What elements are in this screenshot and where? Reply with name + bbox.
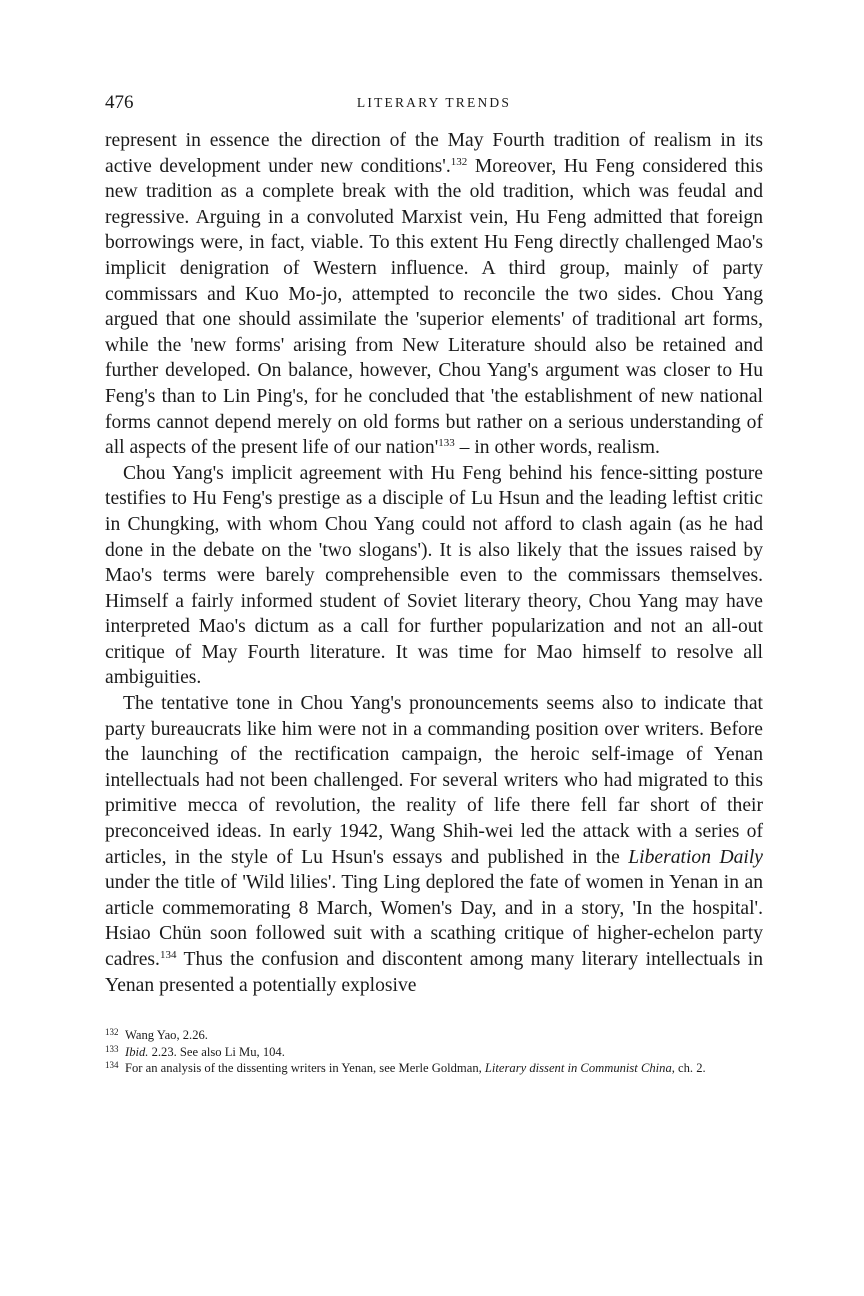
footnote-text: For an analysis of the dissenting writers in Yenan, see Merle Goldman, xyxy=(125,1061,485,1075)
footnote-text: Wang Yao, 2.26. xyxy=(125,1028,208,1042)
footnote-132 xyxy=(105,1027,763,1044)
footnote-text-end: , ch. 2. xyxy=(671,1061,706,1075)
paragraph-3-text-c: Thus the confusion and discontent among many literary intellectuals in Yenan presented a potentially explosive xyxy=(105,949,763,996)
paragraph-1 xyxy=(105,128,763,461)
running-title: LITERARY TRENDS xyxy=(356,95,512,110)
footnote-mark: 132 xyxy=(105,1027,119,1037)
footnote-134 xyxy=(105,1060,763,1077)
paragraph-3-text-b: under the title of 'Wild lilies'. Ting Ling deplored the fate of women in Yenan in an article commemorating 8 March, Women's Day, and in a story, 'In the hospital'. Hsiao Chün soon followed suit with a scathing critique of higher-echelon party cadres. xyxy=(105,872,763,970)
paragraph-1-text-c: – in other words, realism. xyxy=(454,437,660,459)
footnotes xyxy=(105,1027,763,1077)
footnote-ref-132[interactable]: 132 xyxy=(450,155,468,168)
footnote-text: 2.23. See also Li Mu, 104. xyxy=(148,1044,285,1059)
paragraph-2: Chou Yang's implicit agreement with Hu Feng behind his fence-sitting posture testifies to Hu Feng's prestige as a disciple of Lu Hsun and the leading leftist critic in Chungking, with whom Chou Yang could not afford to clash again (as he had done in the debate on the 'two slogans'). It is also likely that the issues raised by Mao's terms were barely comprehensible even to the commissars themselves. Himself a fairly informed student of Soviet literary theory, Chou Yang may have interpreted Mao's dictum as a call for further popularization and not an all-out critique of May Fourth literature. It was time for Mao himself to resolve all ambiguities. xyxy=(105,462,763,689)
footnote-ref-134[interactable]: 134 xyxy=(159,949,177,961)
footnote-italic: Ibid. xyxy=(125,1044,149,1059)
book-title: Literary dissent in Communist China xyxy=(484,1061,672,1075)
running-head xyxy=(105,92,763,116)
body-text xyxy=(105,128,763,998)
footnote-133 xyxy=(105,1044,763,1061)
paragraph-3-text-a: The tentative tone in Chou Yang's pronouncements seems also to indicate that party bureaucrats like him were not in a commanding position over writers. Before the launching of the rectification campaign, the heroic self-image of Yenan intellectuals had not been challenged. For several writers who had migrated to this primitive mecca of revolution, the reality of life there fell far short of their preconceived ideas. In early 1942, Wang Shih-wei led the attack with a series of articles, in the style of Lu Hsun's essays and published in the xyxy=(105,693,763,868)
periodical-title: Liberation Daily xyxy=(628,846,763,868)
footnote-mark: 134 xyxy=(105,1060,119,1070)
paragraph-3 xyxy=(105,691,763,998)
paragraph-1-text-b: Moreover, Hu Feng considered this new tradition as a complete break with the old tradition, which was feudal and regressive. Arguing in a convoluted Marxist vein, Hu Feng admitted that foreign borrowings were, in fact, viable. To this extent Hu Feng directly challenged Mao's implicit denigration of Western influence. A third group, mainly of party commissars and Kuo Mo-jo, attempted to reconcile the two sides. Chou Yang argued that one should assimilate the 'superior elements' of traditional art forms, while the 'new forms' arising from New Literature should also be retained and further developed. On balance, however, Chou Yang's argument was closer to Hu Feng's than to Lin Ping's, for he concluded that 'the establishment of new national forms cannot depend merely on old forms but rather on a serious understanding of all aspects of the present life of our nation' xyxy=(105,155,763,459)
footnote-ref-133[interactable]: 133 xyxy=(438,437,455,450)
paragraph-1-text-a: represent in essence the direction of the May Fourth tradition of realism in its active development under new conditions'. xyxy=(105,130,763,177)
page-number: 476 xyxy=(105,92,134,113)
footnote-mark: 133 xyxy=(105,1043,119,1054)
